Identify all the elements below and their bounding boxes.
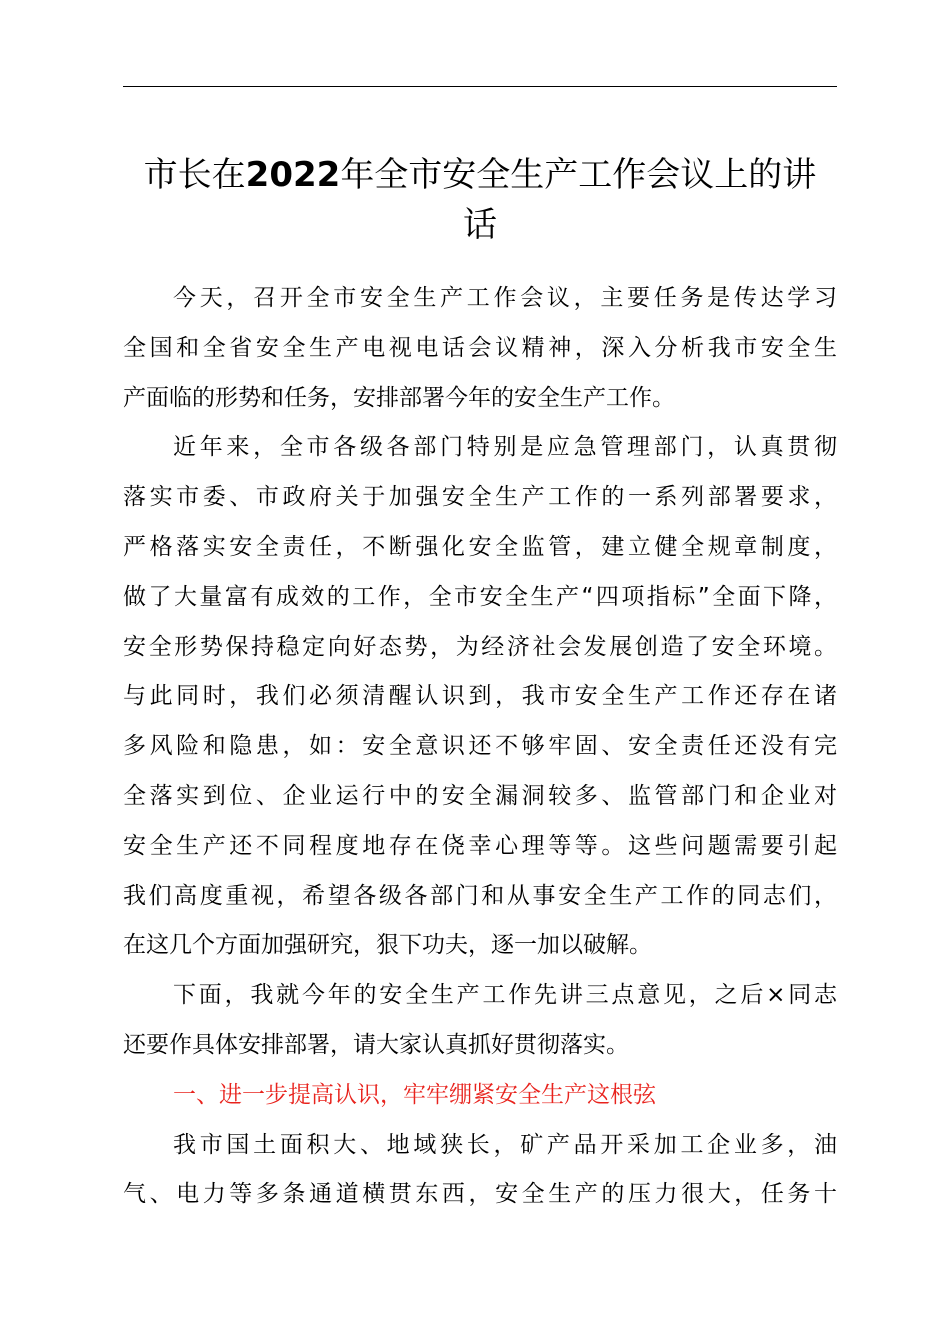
paragraph-line: 全国和全省安全生产电视电话会议精神，深入分析我市安全生 — [123, 334, 837, 361]
paragraph-line: 产面临的形势和任务，安排部署今年的安全生产工作。 — [123, 384, 675, 411]
document-body — [123, 274, 837, 1220]
title-year: 2022 — [245, 155, 341, 195]
paragraph-line: 安全生产还不同程度地存在侥幸心理等等。这些问题需要引起 — [123, 832, 837, 859]
title-suffix: 年全市安全生产工作会议上的讲 — [340, 155, 817, 195]
paragraph-line: 还要作具体安排部署，请大家认真抓好贯彻落实。 — [123, 1031, 629, 1058]
paragraph-line: 近年来，全市各级各部门特别是应急管理部门，认真贯彻 — [173, 434, 837, 461]
paragraph-line: 安全形势保持稳定向好态势，为经济社会发展创造了安全环境。 — [123, 633, 837, 660]
paragraph-line: 我们高度重视，希望各级各部门和从事安全生产工作的同志们， — [123, 882, 837, 909]
title-line-1 — [110, 150, 850, 200]
paragraph-line: 在这几个方面加强研究，狠下功夫，逐一加以破解。 — [123, 932, 652, 959]
paragraph-line: 气、电力等多条通道横贯东西，安全生产的压力很大，任务十 — [123, 1181, 837, 1208]
header-rule — [123, 86, 837, 87]
paragraph-line: 今天，召开全市安全生产工作会议，主要任务是传达学习 — [173, 285, 837, 311]
paragraph-line: 与此同时，我们必须清醒认识到，我市安全生产工作还存在诸 — [123, 683, 837, 710]
title-line-2: 话 — [463, 205, 497, 245]
paragraph-line: 下面，我就今年的安全生产工作先讲三点意见，之后×同志 — [173, 982, 837, 1009]
title-prefix: 市长在 — [143, 155, 246, 195]
paragraph-line: 做了大量富有成效的工作，全市安全生产“四项指标”全面下降， — [123, 583, 837, 610]
paragraph-line: 落实市委、市政府关于加强安全生产工作的一系列部署要求， — [123, 484, 837, 511]
section-heading: 一、进一步提高认识，牢牢绷紧安全生产这根弦 — [173, 1081, 656, 1108]
paragraph-line: 全落实到位、企业运行中的安全漏洞较多、监管部门和企业对 — [123, 782, 837, 809]
paragraph-line: 我市国土面积大、地域狭长，矿产品开采加工企业多，油 — [173, 1131, 837, 1158]
paragraph-line: 多风险和隐患，如：安全意识还不够牢固、安全责任还没有完 — [123, 733, 837, 760]
paragraph-line: 严格落实安全责任，不断强化安全监管，建立健全规章制度， — [123, 533, 837, 560]
document-title — [110, 150, 850, 250]
